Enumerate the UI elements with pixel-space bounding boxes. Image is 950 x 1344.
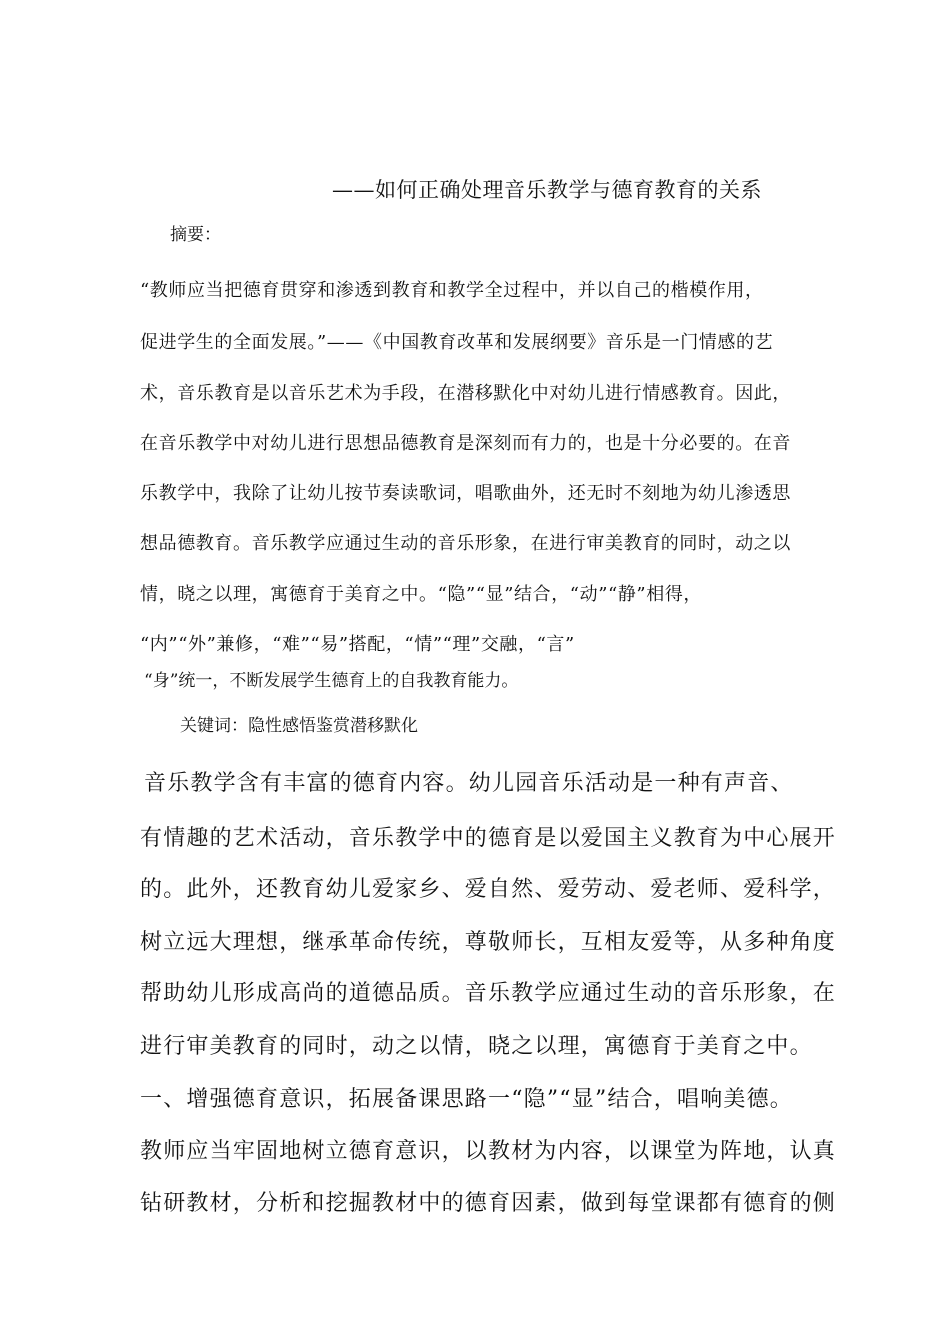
section-heading: 一、增强德育意识，拓展备课思路一“隐”“显”结合，唱响美德。 bbox=[140, 1087, 793, 1112]
body-line: 树立远大理想，继承革命传统，尊敬师长，互相友爱等，从多种角度 bbox=[140, 930, 837, 955]
abstract-line: “内”“外”兼修，“难”“易”搭配，“情”“理”交融，“言” bbox=[140, 634, 575, 655]
abstract-line: 促进学生的全面发展。”——《中国教育改革和发展纲要》音乐是一门情感的艺 bbox=[140, 332, 774, 353]
body-line: 的。此外，还教育幼儿爱家乡、爱自然、爱劳动、爱老师、爱科学， bbox=[140, 877, 837, 902]
body-line: 教师应当牢固地树立德育意识，以教材为内容，以课堂为阵地，认真 bbox=[140, 1139, 837, 1164]
body-line: 有情趣的艺术活动，音乐教学中的德育是以爱国主义教育为中心展开 bbox=[140, 826, 837, 851]
body-line: 钻研教材，分析和挖掘教材中的德育因素，做到每堂课都有德育的侧 bbox=[140, 1191, 837, 1216]
body-line: 进行审美教育的同时，动之以情，晓之以理，寓德育于美育之中。 bbox=[140, 1034, 813, 1059]
body-line: 帮助幼儿形成高尚的道德品质。音乐教学应通过生动的音乐形象，在 bbox=[140, 981, 837, 1006]
keywords: 关键词：隐性感悟鉴赏潜移默化 bbox=[180, 716, 418, 736]
abstract-line: 乐教学中，我除了让幼儿按节奏读歌词，唱歌曲外，还无时不刻地为幼儿渗透思 bbox=[140, 483, 791, 504]
body-line: 音乐教学含有丰富的德育内容。幼儿园音乐活动是一种有声音、 bbox=[144, 771, 794, 796]
document-subtitle: ——如何正确处理音乐教学与德育教育的关系 bbox=[332, 178, 762, 202]
abstract-line: 术，音乐教育是以音乐艺术为手段，在潜移默化中对幼儿进行情感教育。因此， bbox=[140, 383, 791, 404]
abstract-line: “教师应当把德育贯穿和渗透到教育和教学全过程中，并以自己的楷模作用， bbox=[140, 280, 764, 301]
abstract-last-line: “身”统一，不断发展学生德育上的自我教育能力。 bbox=[144, 671, 519, 691]
abstract-line: 想品德教育。音乐教学应通过生动的音乐形象，在进行审美教育的同时，动之以 bbox=[140, 533, 791, 554]
abstract-line: 情，晓之以理，寓德育于美育之中。“隐”“显”结合，“动”“静”相得， bbox=[140, 584, 703, 605]
abstract-label: 摘要： bbox=[170, 225, 221, 245]
abstract-line: 在音乐教学中对幼儿进行思想品德教育是深刻而有力的，也是十分必要的。在音 bbox=[140, 433, 791, 454]
